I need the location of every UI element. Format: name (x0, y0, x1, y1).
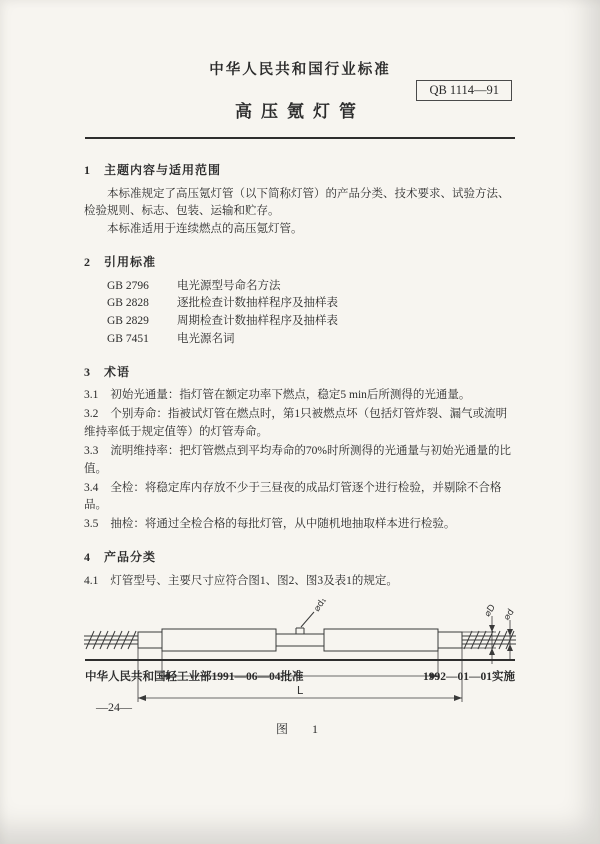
term-text: 全检：将稳定库内存放不少于三昼夜的成品灯管逐个进行检验，并剔除不合格品。 (84, 481, 502, 512)
reference-code: GB 2829 (107, 315, 149, 328)
term-text: 初始光通量：指灯管在额定功率下燃点，稳定5 min后所测得的光通量。 (110, 389, 471, 402)
footer-divider (85, 659, 515, 661)
term-item (84, 516, 516, 534)
section-1-paragraph-2: 本标准适用于连续燃点的高压氪灯管。 (107, 223, 303, 236)
term-number: 3.3 (84, 444, 99, 457)
page-number: —24— (96, 700, 132, 714)
clause-4-1 (84, 573, 516, 591)
lead-diameter-label: ⌀d (502, 607, 517, 623)
tube-diameter-label: ⌀D (482, 603, 499, 620)
lamp-tube-outline (84, 612, 516, 651)
footer (85, 668, 515, 684)
reference-item (84, 278, 516, 296)
reference-title: 电光源型号命名方法 (177, 279, 281, 292)
section-4-heading: 4 产品分类 (84, 549, 157, 564)
clause-number: 4.1 (84, 574, 99, 587)
term-item (84, 480, 516, 516)
reference-code: GB 7451 (107, 333, 149, 346)
reference-title: 逐批检查计数抽样程序及抽样表 (177, 297, 338, 310)
term-text: 抽检：将通过全检合格的每批灯管，从中随机地抽取样本进行检验。 (110, 518, 456, 531)
term-text: 流明维持率：把灯管燃点到平均寿命的70%时所测得的光通量与初始光通量的比值。 (84, 444, 511, 475)
standard-number: QB 1114—91 (429, 83, 499, 97)
document-title: 高压氪灯管 (235, 102, 365, 121)
section-1-heading: 1 主题内容与适用范围 (84, 163, 222, 177)
reference-item (84, 331, 516, 349)
section-2-heading: 2 引用标准 (84, 255, 157, 270)
term-number: 3.1 (84, 389, 99, 402)
standard-number-box (416, 80, 512, 101)
section-1-paragraph-1: 本标准规定了高压氪灯管（以下简称灯管）的产品分类、技术要求、试验方法、检验规则、标志、包装、运输和贮存。 (84, 187, 510, 218)
section-3-heading: 3 术语 (84, 364, 131, 379)
term-number: 3.5 (84, 518, 99, 531)
term-item (84, 406, 516, 442)
approval-statement: 中华人民共和国轻工业部1991—06—04批准 (85, 671, 304, 683)
reference-code: GB 2828 (107, 297, 149, 310)
length-dimension-label: L (296, 684, 304, 698)
clause-text: 灯管型号、主要尺寸应符合图1、图2、图3及表1的规定。 (110, 574, 398, 587)
reference-title: 周期检查计数抽样程序及抽样表 (177, 315, 338, 328)
document-body (0, 139, 600, 739)
reference-code: GB 2796 (107, 279, 149, 292)
term-item (84, 387, 516, 405)
term-item (84, 443, 516, 479)
term-number: 3.4 (84, 481, 99, 494)
figure-1-caption: 图 1 (275, 722, 324, 737)
reference-title: 电光源名词 (177, 333, 235, 346)
reference-item (84, 313, 516, 331)
reference-item (84, 295, 516, 313)
term-number: 3.2 (84, 408, 99, 421)
implementation-date: 1992—01—01实施 (423, 671, 515, 683)
term-text: 个别寿命：指被试灯管在燃点时，第1只被燃点坏（包括灯管炸裂、漏气或流明维持率低于规定值等）的灯管寿命。 (84, 408, 508, 439)
standard-class-heading: 中华人民共和国行业标准 (209, 62, 391, 78)
tip-diameter-label: ⌀d₁ (312, 596, 329, 615)
